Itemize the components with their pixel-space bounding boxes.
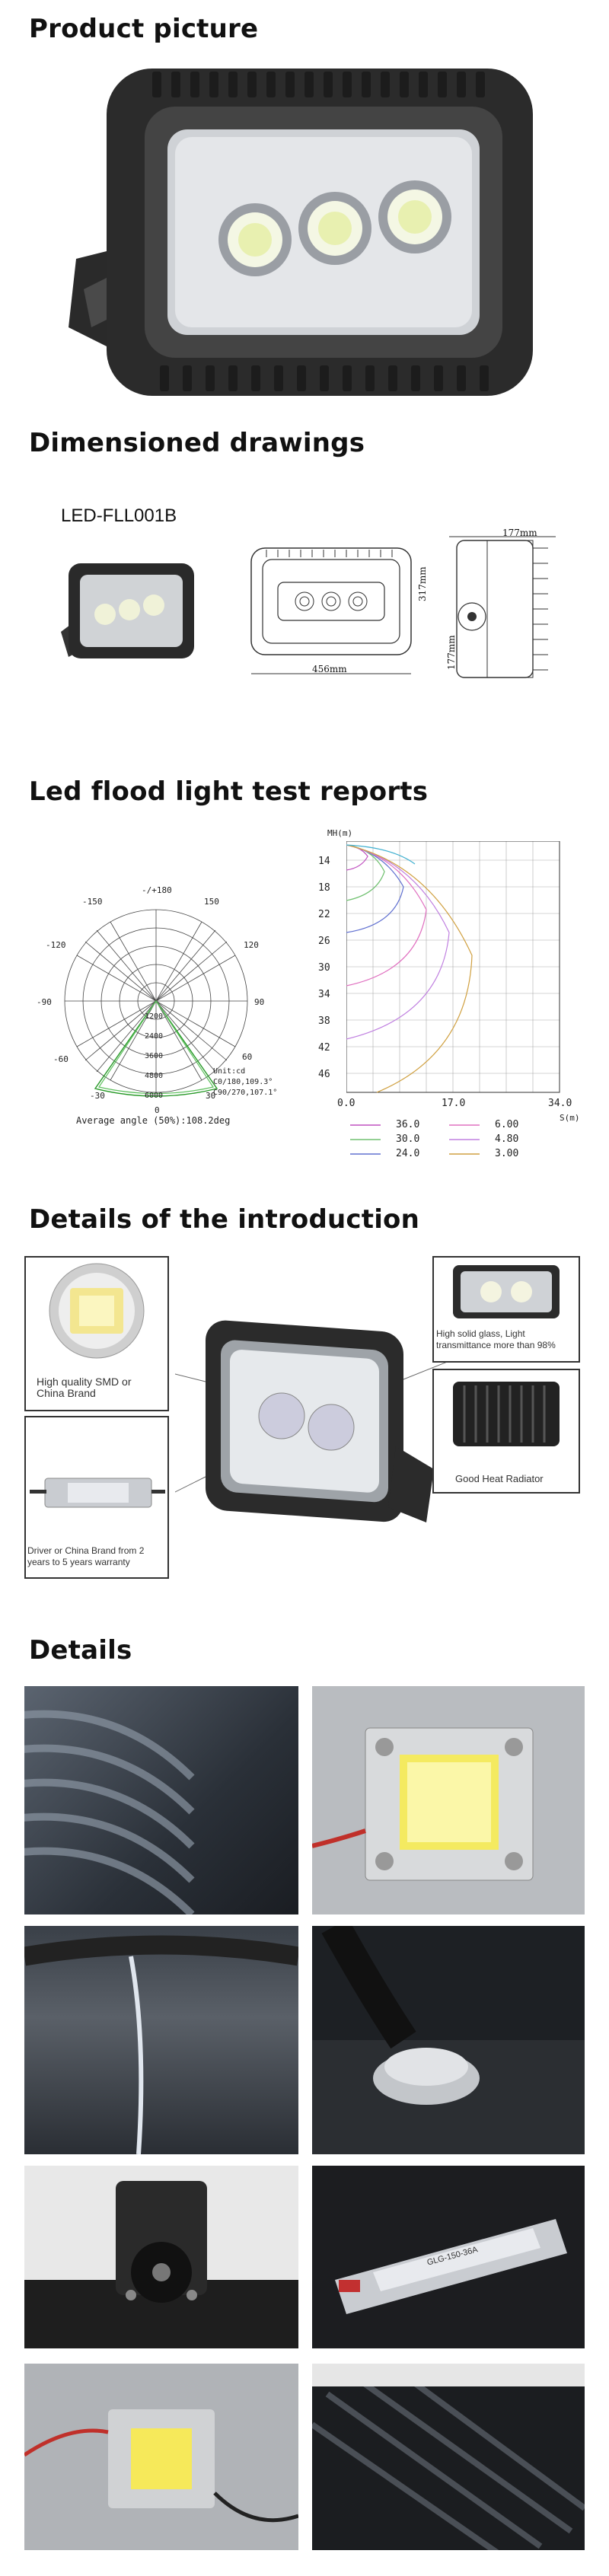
polar-label-60: 60 <box>242 1052 253 1062</box>
polar-label-120: 120 <box>244 940 259 950</box>
polar-unit: Unit:cd <box>213 1067 246 1076</box>
isolux-ytick-46: 46 <box>318 1069 330 1080</box>
polar-radial-4800: 4800 <box>145 1072 164 1080</box>
polar-label-180: -/+180 <box>142 885 172 895</box>
section-title-product-picture: Product picture <box>29 14 259 44</box>
polar-average: Average angle (50%):108.2deg <box>76 1115 231 1126</box>
smd-chip-image <box>26 1258 167 1372</box>
smd-caption: High quality SMD or China Brand <box>37 1376 132 1399</box>
polar-c90: C90/270,107.1° <box>213 1089 278 1097</box>
polar-radial-2400: 2400 <box>145 1032 164 1041</box>
isolux-xtick-34: 34.0 <box>548 1098 572 1109</box>
polar-label-150: 150 <box>204 897 219 907</box>
polar-label-m150: -150 <box>82 897 103 907</box>
width-dimension-label: 456mm <box>312 664 347 674</box>
polar-c0: C0/180,109.3° <box>213 1078 273 1086</box>
detail-photo-housing-edge <box>24 1926 298 2154</box>
isolux-xtick-17: 17.0 <box>442 1098 466 1109</box>
side-dimension-label: 177mm <box>446 635 457 670</box>
isolux-ytick-30: 30 <box>318 962 330 974</box>
isolux-xtick-0: 0.0 <box>337 1098 356 1109</box>
polar-label-30: 30 <box>206 1091 216 1101</box>
isolux-ytick-34: 34 <box>318 989 330 1000</box>
detail-photo-fins-closeup <box>312 2364 585 2550</box>
isolux-legend-4.8: 4.80 <box>495 1133 519 1145</box>
isolux-legend-30: 30.0 <box>396 1133 420 1145</box>
isolux-ytick-18: 18 <box>318 882 330 894</box>
isolux-ytick-26: 26 <box>318 936 330 947</box>
detail-photo-cable-gland <box>312 1926 585 2154</box>
isolux-ytick-22: 22 <box>318 909 330 920</box>
radiator-caption: Good Heat Radiator <box>455 1473 544 1484</box>
isolux-legend-6: 6.00 <box>495 1119 519 1130</box>
polar-label-m30: -30 <box>90 1091 105 1101</box>
isolux-xlabel: S(m) <box>560 1113 580 1123</box>
detail-photo-heatsink-fins <box>24 1686 298 1914</box>
section-title-details: Details <box>29 1635 132 1666</box>
section-title-dimensioned-drawings: Dimensioned drawings <box>29 428 365 458</box>
model-number: LED-FLL001B <box>61 505 177 526</box>
detail-photo-mount-bracket <box>24 2166 298 2348</box>
product-image <box>61 61 556 419</box>
small-product-image <box>53 560 198 666</box>
height-dimension-label: 317mm <box>417 566 428 601</box>
polar-label-m120: -120 <box>46 940 66 950</box>
polar-radial-6000: 6000 <box>145 1092 164 1100</box>
polar-radial-3600: 3600 <box>145 1052 164 1060</box>
driver-model-label: GLG-150-36A <box>426 2245 479 2268</box>
isolux-legend-36: 36.0 <box>396 1119 420 1130</box>
section-title-introduction: Details of the introduction <box>29 1204 420 1235</box>
intro-product-image <box>175 1294 449 1553</box>
polar-label-m60: -60 <box>53 1054 69 1064</box>
glass-image <box>434 1258 579 1326</box>
driver-image <box>26 1417 167 1532</box>
front-drawing <box>244 533 419 685</box>
depth-dimension-label: 177mm <box>502 528 537 538</box>
polar-label-90: 90 <box>254 997 265 1007</box>
isolux-legend-3: 3.00 <box>495 1148 519 1159</box>
detail-photo-led-chip <box>312 1686 585 1914</box>
isolux-legend-24: 24.0 <box>396 1148 420 1159</box>
side-drawing <box>442 533 571 700</box>
isolux-ylabel: MH(m) <box>327 828 353 838</box>
polar-label-m90: -90 <box>37 997 52 1007</box>
isolux-ytick-38: 38 <box>318 1015 330 1027</box>
polar-label-0: 0 <box>155 1105 160 1115</box>
driver-caption: Driver or China Brand from 2 years to 5 years warranty <box>27 1545 145 1567</box>
glass-caption: High solid glass, Light transmittance more than 98% <box>436 1328 556 1350</box>
isolux-ytick-42: 42 <box>318 1042 330 1054</box>
section-title-test-reports: Led flood light test reports <box>29 776 429 807</box>
isolux-ytick-14: 14 <box>318 856 330 867</box>
radiator-image <box>434 1370 579 1465</box>
polar-radial-1200: 1200 <box>145 1012 164 1021</box>
isolux-chart <box>346 841 575 1100</box>
detail-photo-chip-wires <box>24 2364 298 2550</box>
